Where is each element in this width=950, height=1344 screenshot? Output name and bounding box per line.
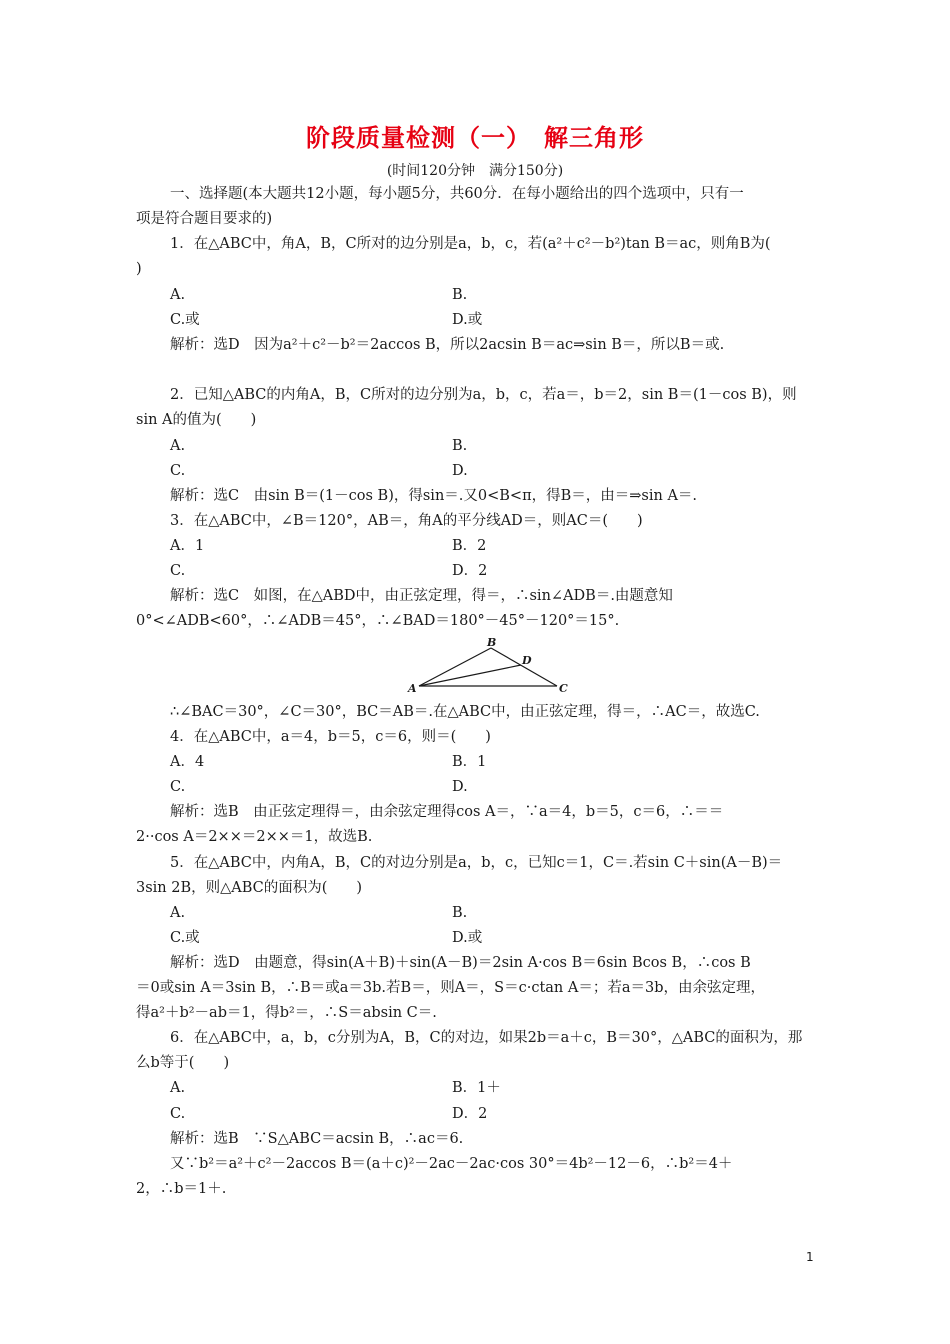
question-3: 3．在△ABC中，∠B＝120°，AB＝，角A的平分线AD＝，则AC＝( ) <box>170 513 643 529</box>
page-subtitle: (时间120分钟 满分150分) <box>386 163 564 179</box>
q5-option-a: A. <box>170 905 186 921</box>
question-2-line-1: 2．已知△ABC的内角A，B，C所对的边分别为a，b，c，若a＝，b＝2，sin B＝(1－cos B)，则 <box>170 387 797 403</box>
question-1-line-2: ) <box>136 261 142 277</box>
question-6-line-2: 么b等于( ) <box>136 1055 230 1071</box>
q5-option-b: B. <box>452 905 468 921</box>
q3-solution-line-3: ∴∠BAC＝30°，∠C＝30°，BC＝AB＝.在△ABC中，由正弦定理，得＝，∴AC＝，故选C. <box>170 704 760 720</box>
q6-option-c: C. <box>170 1106 186 1122</box>
q4-option-d: D. <box>452 779 468 795</box>
q3-option-b: B．2 <box>452 538 487 554</box>
q4-option-a: A．4 <box>170 754 205 770</box>
q2-option-d: D. <box>452 463 468 479</box>
q6-solution-line-3: 2，∴b＝1＋. <box>136 1181 227 1197</box>
q2-option-b: B. <box>452 438 468 454</box>
q1-option-d: D.或 <box>452 312 483 328</box>
q5-option-c: C.或 <box>170 930 200 946</box>
q2-option-c: C. <box>170 463 186 479</box>
q6-option-d: D．2 <box>452 1106 488 1122</box>
q6-solution-line-1: 解析：选B ∵S△ABC＝acsin B，∴ac＝6. <box>170 1131 464 1147</box>
section-header-line-2: 项是符合题目要求的) <box>136 211 273 227</box>
point-label-d: D <box>522 654 532 667</box>
q1-option-a: A. <box>170 287 186 303</box>
q6-option-a: A. <box>170 1080 186 1096</box>
q5-solution-line-3: 得a²＋b²－ab＝1，得b²＝，∴S＝absin C＝. <box>136 1005 437 1021</box>
q3-solution-line-1: 解析：选C 如图，在△ABD中，由正弦定理，得＝，∴sin∠ADB＝.由题意知 <box>170 588 673 604</box>
question-5-line-1: 5．在△ABC中，内角A，B，C的对边分别是a，b，c，已知c＝1，C＝.若sin C＋sin(A－B)＝ <box>170 855 783 871</box>
question-4: 4．在△ABC中，a＝4，b＝5，c＝6，则＝( ) <box>170 729 491 745</box>
q2-solution: 解析：选C 由sin B＝(1－cos B)，得sin＝.又0<B<π，得B＝，由＝⇒sin A＝. <box>170 488 698 504</box>
q4-option-c: C. <box>170 779 186 795</box>
q1-solution: 解析：选D 因为a²＋c²－b²＝2accos B，所以2acsin B＝ac⇒sin B＝，所以B＝或. <box>170 337 725 353</box>
vertex-label-c: C <box>559 682 568 695</box>
question-5-line-2: 3sin 2B，则△ABC的面积为( ) <box>136 880 363 896</box>
q1-option-b: B. <box>452 287 468 303</box>
vertex-label-b: B <box>487 636 497 649</box>
q2-option-a: A. <box>170 438 186 454</box>
question-6-line-1: 6．在△ABC中，a，b，c分别为A，B，C的对边，如果2b＝a＋c，B＝30°，△ABC的面积为，那 <box>170 1030 803 1046</box>
q6-option-b: B．1＋ <box>452 1080 501 1096</box>
page-title: 阶段质量检测（一） 解三角形 <box>306 124 644 152</box>
q3-solution-line-2: 0°<∠ADB<60°，∴∠ADB＝45°，∴∠BAD＝180°－45°－120°＝15°. <box>136 613 620 629</box>
q3-option-c: C. <box>170 563 186 579</box>
q1-option-c: C.或 <box>170 312 200 328</box>
q3-option-d: D．2 <box>452 563 488 579</box>
q3-option-a: A．1 <box>170 538 205 554</box>
section-header-line-1: 一、选择题(本大题共12小题，每小题5分，共60分．在每小题给出的四个选项中，只有一 <box>170 186 744 202</box>
q5-option-d: D.或 <box>452 930 483 946</box>
q4-solution-line-2: 2··cos A＝2××＝2××＝1，故选B. <box>136 829 373 845</box>
question-2-line-2: sin A的值为( ) <box>136 412 257 428</box>
q4-solution-line-1: 解析：选B 由正弦定理得＝，由余弦定理得cos A＝，∵a＝4，b＝5，c＝6，∴＝＝ <box>170 804 724 820</box>
triangle-figure <box>405 636 575 698</box>
question-1-line-1: 1．在△ABC中，角A，B，C所对的边分别是a，b，c，若(a²＋c²－b²)tan B＝ac，则角B为( <box>170 236 771 252</box>
q5-solution-line-2: ＝0或sin A＝3sin B，∴B＝或a＝3b.若B＝，则A＝，S＝c·ctan A＝；若a＝3b，由余弦定理， <box>136 980 765 996</box>
vertex-label-a: A <box>408 682 417 695</box>
q5-solution-line-1: 解析：选D 由题意，得sin(A＋B)＋sin(A－B)＝2sin A·cos B＝6sin Bcos B，∴cos B <box>170 955 751 971</box>
q6-solution-line-2: 又∵b²＝a²＋c²－2accos B＝(a＋c)²－2ac－2ac·cos 30°＝4b²－12－6，∴b²＝4＋ <box>170 1156 733 1172</box>
page-number: 1 <box>806 1250 814 1264</box>
q4-option-b: B．1 <box>452 754 487 770</box>
